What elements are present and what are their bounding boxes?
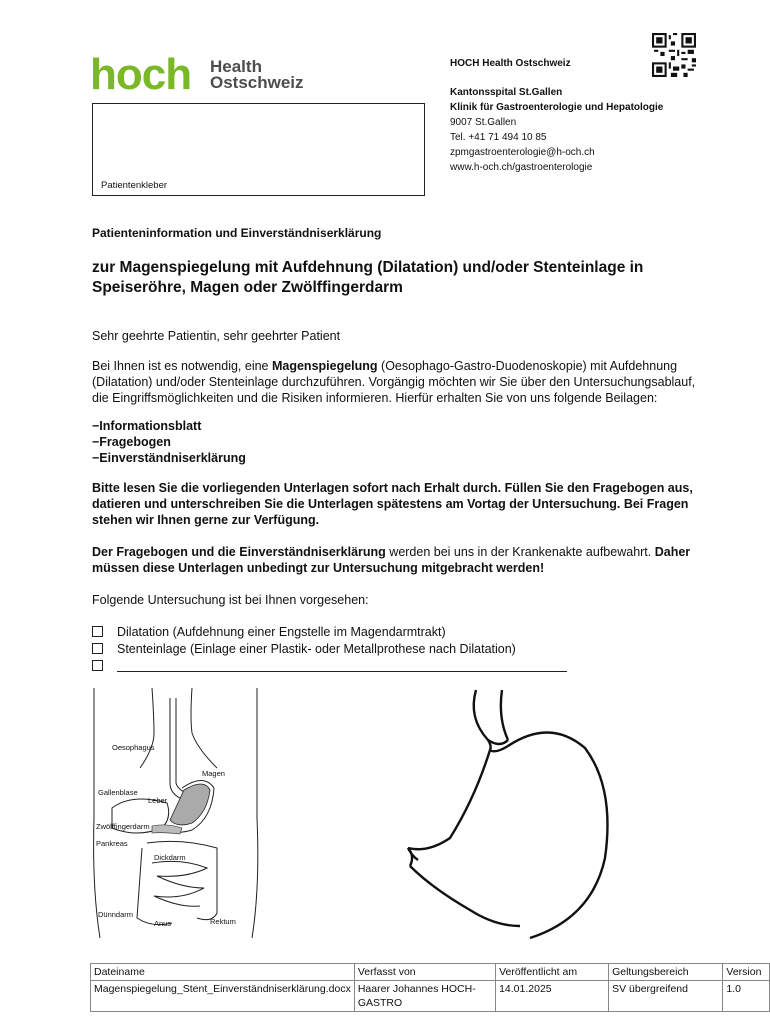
- attachment-item: −Einverständniserklärung: [92, 451, 246, 465]
- digestive-system-illustration: [92, 688, 262, 938]
- org-name: HOCH Health Ostschweiz: [450, 58, 571, 69]
- intro-paragraph: Bei Ihnen ist es notwendig, eine Magenspiegelung (Oesophago-Gastro-Duodenoskopie) mit Aufdehnung (Dilatation) und/oder Stenteinlage durchzuführen. Vorgängig möchten wir Sie über den Untersuchungsablauf, die Eingriffsmöglichkeiten und die Risiken informieren. Hierfür erhalten Sie von uns folgende Beilagen:: [92, 359, 696, 405]
- clinic-name: Klinik für Gastroenterologie und Hepatologie: [450, 102, 664, 113]
- table-header: Dateiname: [91, 964, 355, 981]
- phone: Tel. +41 71 494 10 85: [450, 132, 547, 143]
- table-header: Veröffentlicht am: [496, 964, 609, 981]
- option-label: Dilatation (Aufdehnung einer Engstelle im Magendarmtrakt): [117, 625, 446, 639]
- attachment-item: −Fragebogen: [92, 435, 171, 449]
- logo-brand: hoch: [90, 50, 192, 99]
- hoch-logo: [90, 50, 320, 99]
- table-header-row: [91, 964, 770, 981]
- logo-line1: Health: [210, 57, 262, 76]
- attachment-item: −Informationsblatt: [92, 419, 202, 433]
- sticker-label: Patientenkleber: [101, 180, 168, 191]
- other-input-line[interactable]: [117, 661, 567, 672]
- table-cell: 14.01.2025: [496, 981, 609, 1012]
- table-header: Geltungsbereich: [609, 964, 723, 981]
- svg-text:Oesophagus: Oesophagus: [112, 743, 155, 752]
- svg-text:Leber: Leber: [148, 796, 168, 805]
- hospital-name: Kantonsspital St.Gallen: [450, 87, 563, 98]
- option-dilatation[interactable]: [92, 624, 446, 640]
- document-metadata-table: [90, 963, 770, 1012]
- option-stent[interactable]: [92, 641, 516, 657]
- logo-line2: Ostschweiz: [210, 73, 304, 92]
- option-other[interactable]: [92, 658, 567, 674]
- address-block: [450, 85, 663, 175]
- email-link[interactable]: zpmgastroenterologie@h-och.ch: [450, 147, 595, 158]
- svg-text:Magen: Magen: [202, 769, 225, 778]
- doc-heading: Patienteninformation und Einverständniserklärung: [92, 226, 382, 240]
- logo-subtitle: [210, 59, 304, 91]
- planned-label: Folgende Untersuchung ist bei Ihnen vorgesehen:: [92, 593, 369, 607]
- table-cell: Haarer Johannes HOCH-GASTRO: [354, 981, 495, 1012]
- city: 9007 St.Gallen: [450, 117, 517, 128]
- salutation: Sehr geehrte Patientin, sehr geehrter Patient: [92, 329, 341, 343]
- checkbox[interactable]: [92, 660, 103, 671]
- qr-code-icon: [652, 33, 696, 77]
- instruction-paragraph: Bitte lesen Sie die vorliegenden Unterlagen sofort nach Erhalt durch. Füllen Sie den Fragebogen aus, datieren und unterschreiben Sie die Unterlagen spätestens am Vortag der Untersuchung. Bei Fragen stehen wir Ihnen gerne zur Verfügung.: [92, 481, 693, 527]
- svg-text:Pankreas: Pankreas: [96, 839, 128, 848]
- option-label: Stenteinlage (Einlage einer Plastik- oder Metallprothese nach Dilatation): [117, 642, 516, 656]
- table-cell: 1.0: [723, 981, 770, 1012]
- table-row: [91, 981, 770, 1012]
- table-header: Version: [723, 964, 770, 981]
- svg-text:Anus: Anus: [154, 919, 172, 928]
- doc-title: zur Magenspiegelung mit Aufdehnung (Dilatation) und/oder Stenteinlage in Speiseröhre, Magen oder Zwölffingerdarm: [92, 259, 644, 296]
- svg-text:Rektum: Rektum: [210, 917, 236, 926]
- reminder-paragraph: Der Fragebogen und die Einverständniserklärung werden bei uns in der Krankenakte aufbewahrt. Daher müssen diese Unterlagen unbedingt zur Untersuchung mitgebracht werden!: [92, 545, 691, 575]
- stomach-outline-illustration: [380, 688, 620, 943]
- checkbox[interactable]: [92, 643, 103, 654]
- table-cell: Magenspiegelung_Stent_Einverständniserklärung.docx: [91, 981, 355, 1012]
- table-cell: SV übergreifend: [609, 981, 723, 1012]
- svg-text:Zwölffingerdarm: Zwölffingerdarm: [96, 822, 150, 831]
- checkbox[interactable]: [92, 626, 103, 637]
- web-link[interactable]: www.h-och.ch/gastroenterologie: [450, 162, 593, 173]
- attachment-list: [92, 418, 702, 466]
- svg-text:Dickdarm: Dickdarm: [154, 853, 186, 862]
- table-header: Verfasst von: [354, 964, 495, 981]
- patient-sticker-box: [92, 103, 425, 196]
- svg-text:Dünndarm: Dünndarm: [98, 910, 134, 919]
- svg-text:Gallenblase: Gallenblase: [98, 788, 138, 797]
